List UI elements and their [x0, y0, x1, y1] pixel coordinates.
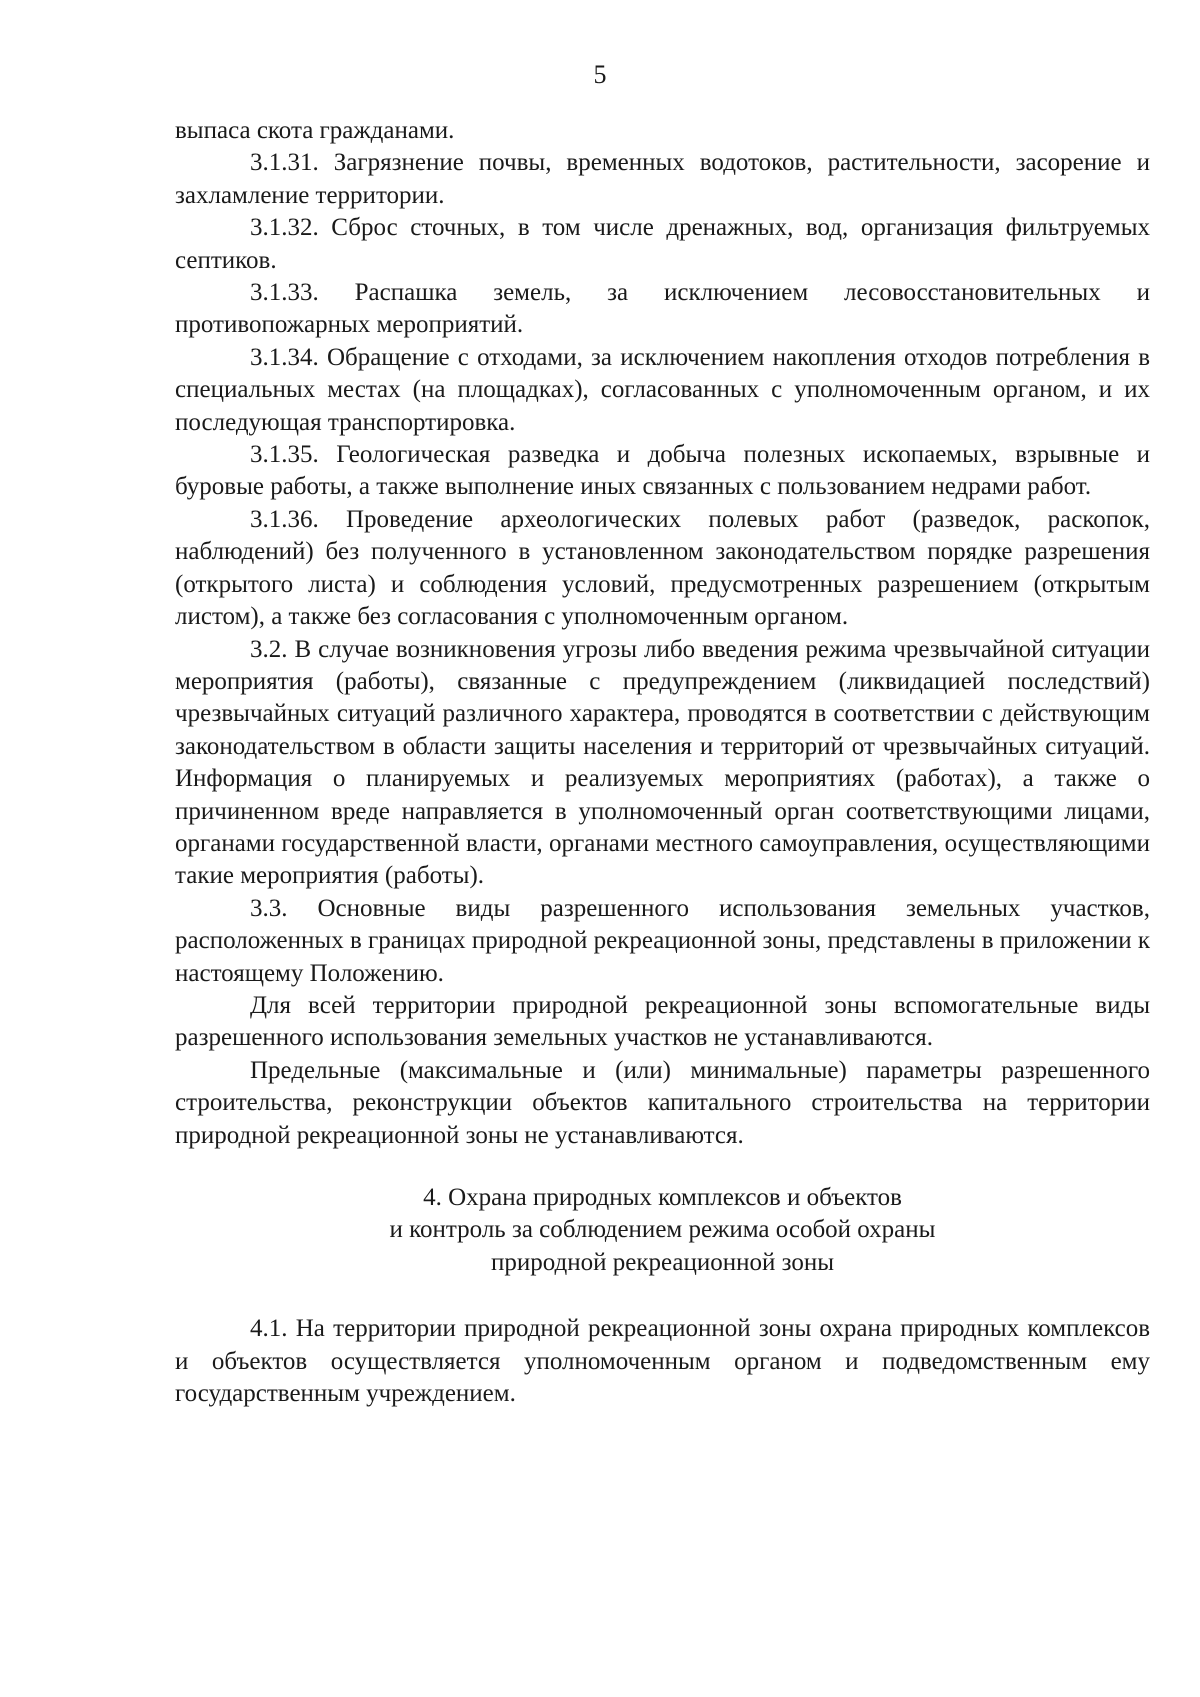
clause-3-1-35: 3.1.35. Геологическая разведка и добыча полезных ископаемых, взрывные и буровые работы, а также выполнение иных связанных с пользованием недрами работ.: [175, 441, 1150, 501]
clause-3-1-33: 3.1.33. Распашка земель, за исключением лесовосстановительных и противопожарных мероприятий.: [175, 279, 1150, 339]
clause-3-1-31: 3.1.31. Загрязнение почвы, временных водотоков, растительности, засорение и захламление территории.: [175, 149, 1150, 209]
clause-3-2: 3.2. В случае возникновения угрозы либо введения режима чрезвычайной ситуации мероприятия (работы), связанные с предупреждением (ликвидацией последствий) чрезвычайных ситуаций различного характера, проводятся в соответствии с действующим законодательством в области защиты населения и территорий от чрезвычайных ситуаций. Информация о планируемых и реализуемых мероприятиях (работах), а также о причиненном вреде направляется в уполномоченный орган соответствующими лицами, органами государственной власти, органами местного самоуправления, осуществляющими такие мероприятия (работы).: [175, 635, 1150, 890]
section-heading-line: и контроль за соблюдением режима особой охраны: [389, 1216, 936, 1244]
clause-3-1-36: 3.1.36. Проведение археологических полевых работ (разведок, раскопок, наблюдений) без полученного в установленном законодательством порядке разрешения (открытого листа) и соблюдения условий, предусмотренных разрешением (открытым листом), а также без согласования с уполномоченным органом.: [175, 505, 1150, 631]
paragraph-limit-parameters: Предельные (максимальные и (или) минимальные) параметры разрешенного строительства, реконструкции объектов капитального строительства на территории природной рекреационной зоны не устанавливаются.: [175, 1056, 1150, 1149]
section-heading-line: 4. Охрана природных комплексов и объектов: [423, 1184, 902, 1211]
section-heading: [175, 1182, 1150, 1279]
page-number: 5: [593, 60, 607, 89]
paragraph-auxiliary-uses: Для всей территории природной рекреационной зоны вспомогательные виды разрешенного использования земельных участков не устанавливаются.: [175, 991, 1150, 1052]
clause-3-3: 3.3. Основные виды разрешенного использования земельных участков, расположенных в границах природной рекреационной зоны, представлены в приложении к настоящему Положению.: [175, 894, 1150, 987]
clause-3-1-34: 3.1.34. Обращение с отходами, за исключением накопления отходов потребления в специальных местах (на площадках), согласованных с уполномоченным органом, и их последующая транспортировка.: [175, 343, 1150, 436]
document-body: [175, 115, 1150, 1410]
clause-3-1-32: 3.1.32. Сброс сточных, в том числе дренажных, вод, организация фильтруемых септиков.: [175, 214, 1150, 274]
paragraph-continuation: выпаса скота гражданами.: [175, 117, 455, 144]
clause-4-1: 4.1. На территории природной рекреационной зоны охрана природных комплексов и объектов осуществляется уполномоченным органом и подведомственным ему государственным учреждением.: [175, 1315, 1150, 1408]
section-heading-line: природной рекреационной зоны: [490, 1248, 835, 1276]
